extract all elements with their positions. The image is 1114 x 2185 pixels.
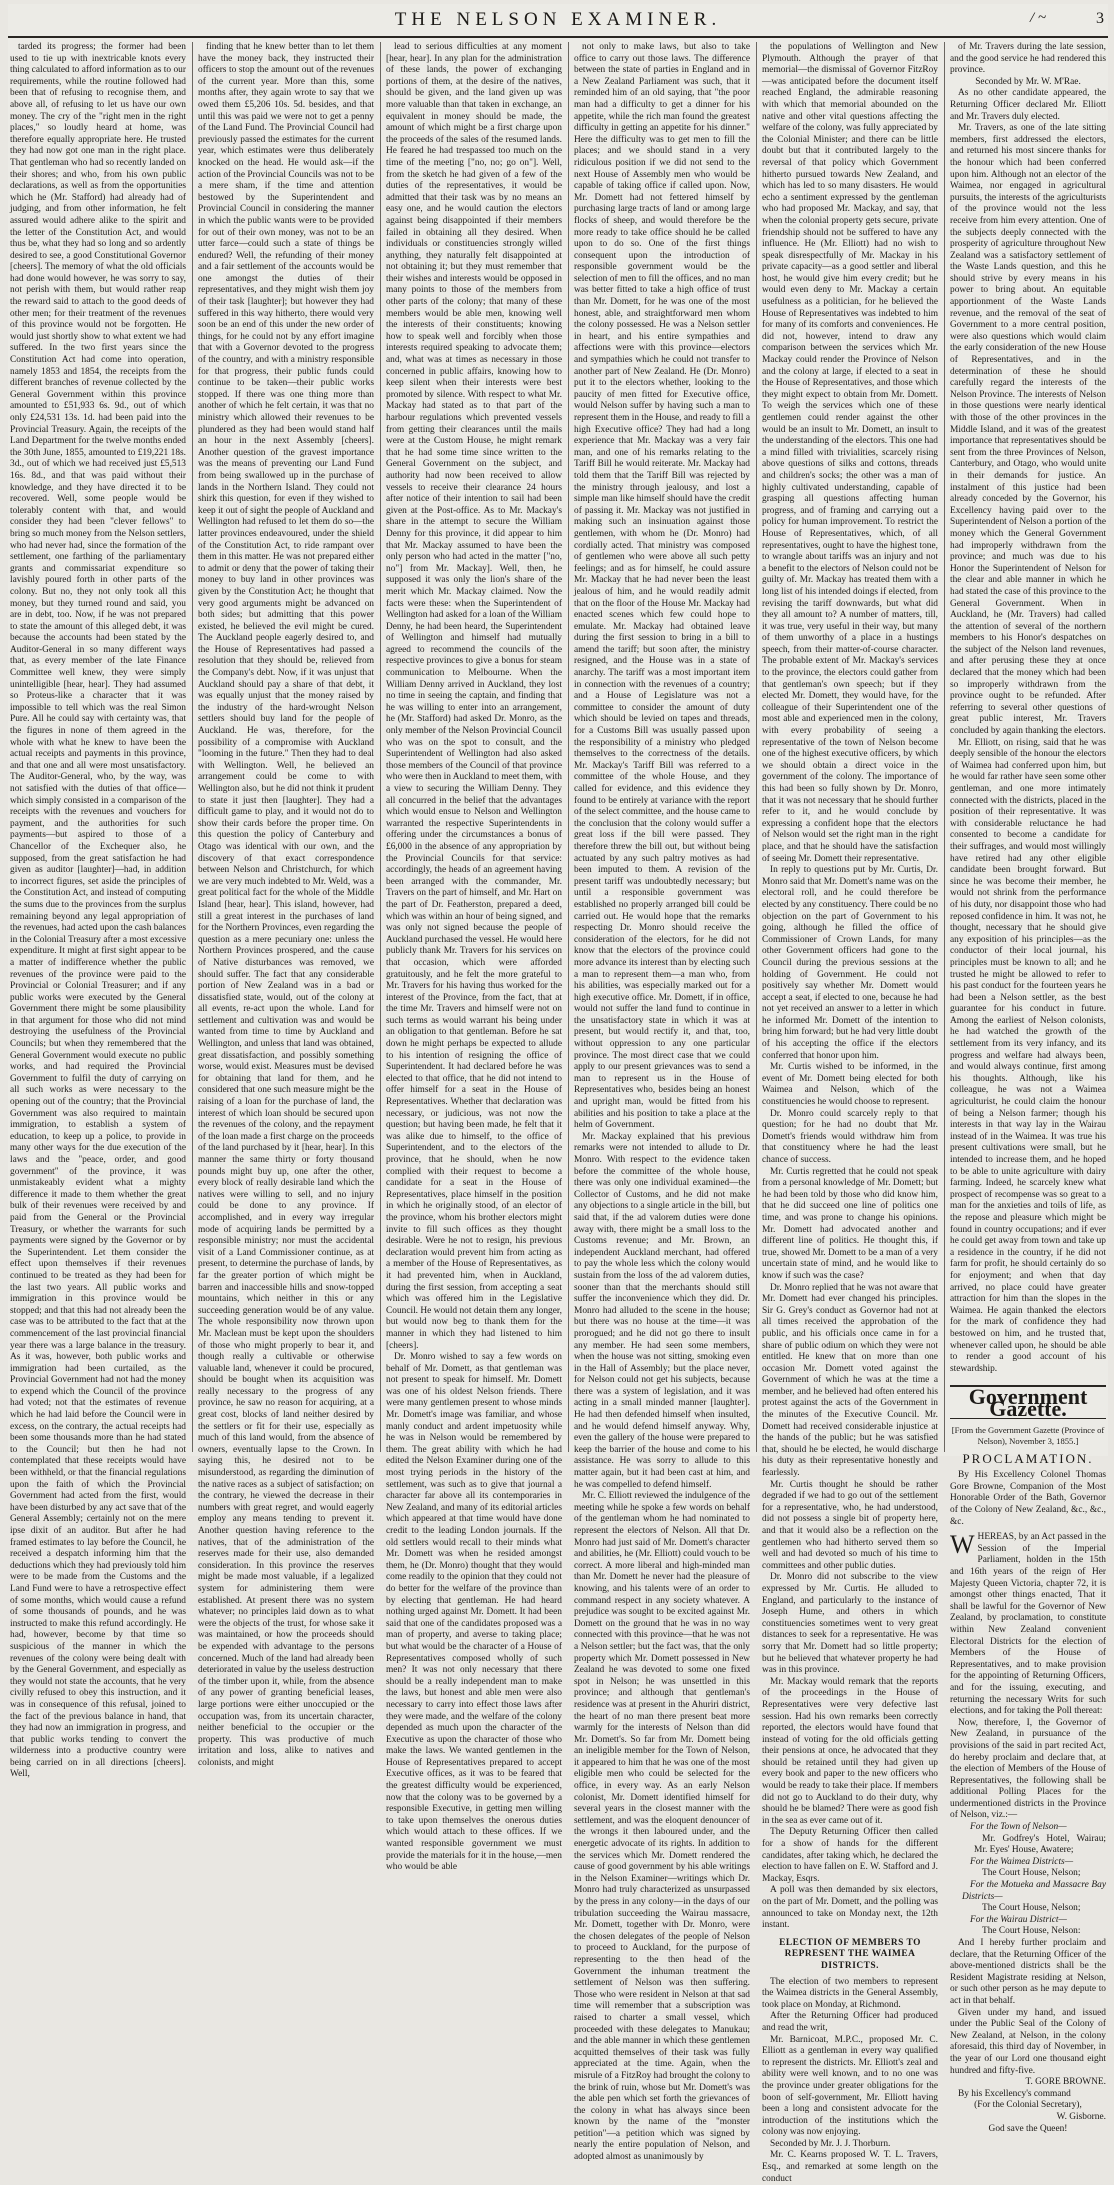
- column-6-paragraph: Seconded by Mr. W. M'Rae.: [975, 76, 1081, 87]
- column-rule: [568, 42, 569, 1452]
- column-rule: [192, 42, 193, 1452]
- column-4-paragraph: not only to make laws, but also to take office to carry out those laws. The difference between the state of parties in England and in a New Zealand Parliament was such, that it reminded him of an old saying, that "the poor man had a difficulty to get a dinner for his appetite, while the rich man found the greatest difficulty in getting an appetite for his dinner." Here the difficulty was to get men to fill the places; and we should stand in a very ridiculous position if we did not send to the next House of Assembly men who would be capable of taking office if called upon. Now, Mr. Domett had not fettered himself by purchasing large tracts of land or among large flocks of sheep, and would therefore be the more ready to take office should he be called upon to do so. One of the first things consequent upon the introduction of responsible government would be the selection of men to fill the offices, and no man was better fitted to take a high office of trust than Mr. Domett, for he was one of the most honest, able, and straightforward men whom the colony possessed. He was a Nelson settler in heart, and his entire sympathies and affections were with this province—electors and sympathies which he could not transfer to another part of New Zealand. He (Dr. Monro) put it to the electors whether, looking to the paucity of men fitted for Executive office, would Nelson suffer by having such a man to represent them in the House, and ready to fill a high Executive office? They had had a long experience that Mr. Mackay was a very fair man, and one of his remarks relating to the Tariff Bill he would reiterate. Mr. Mackay had told them that the Tariff Bill was rejected by the ministry through jealousy, and lost a simple man like himself should have the credit of passing it. Mr. Mackay was not justified in making such an insinuation against those gentlemen, with whom he (Dr. Monro) had cordially acted. That ministry was composed of gentlemen who were above all such petty feelings; and as for himself, he could assure Mr. Mackay that he had never been the least jealous of him, and he would readily admit that on the floor of the House Mr. Mackay had enacted scenes which few could hope to emulate. Mr. Mackay had obtained leave during the first session to bring in a bill to amend the tariff; but soon after, the ministry resigned, and the House was in a state of anarchy. The tariff was a most important item in connection with the revenues of a country; and a House of Legislature was not a committee to consider the amount of duty which should be levied on tapes and threads, for a Customs Bill was usually passed upon the responsibility of a ministry who pledged themselves to the correctness of the details. Mr. Mackay's Tariff Bill was referred to a committee of the whole House, and they called for evidence, and this evidence they found to be entirely at variance with the report of the select committee, and the house came to the conclusion that the colony would suffer a great loss if the bill were passed. They therefore threw the bill out, but without being actuated by any such paltry motives as had been imputed to them. A revision of the present tariff was undoubtedly necessary; but until a responsible government was established no properly arranged bill could be carried out. He would hope that the remarks respecting Dr. Monro should receive the consideration of the electors, for he did not know that the electors of the province could more advance its interest than by electing such a man to represent them—a man who, from his abilities, was especially marked out for a high executive office. Mr. Domett, if in office, would not suffer the land fund to continue in the unsatisfactory state in which it was at present, but would rectify it, and that, too, without oppression to any one particular province. The most direct case that we could apply to our present grievances was to send a man to represent us in the House of Representatives who, besides being an honest and upright man, would be fitted from his abilities and his position to take a place at the helm of Government.: [574, 42, 750, 1131]
- column-1: [10, 42, 187, 1780]
- proclamation-further: And I hereby further proclaim and declare, that the Returning Officer of the above-mentioned districts shall be the Resident Magistrate residing at Nelson, or such other person as he may depute to act in that behalf.: [950, 1938, 1106, 2006]
- column-5-paragraph: After the Returning Officer had produced and read the writ,: [762, 2011, 938, 2033]
- proclamation-whereas: HEREAS, by an Act passed in the Session of the Imperial Parliament, holden in the 15th and 16th years of the reign of Her Majesty Queen Victoria, chapter 72, it is amongst other things enacted, That it shall be lawful for the Governor of New Zealand, by proclamation, to constitute within New Zealand convenient Electoral Districts for the election of Members of the House of Representatives, and to make provision for the appointing of Returning Officers, and for the issuing, executing, and returning the necessary Writs for such elections, and for taking the Poll thereat:: [950, 1532, 1106, 1717]
- column-rule: [756, 42, 757, 1452]
- column-4-paragraph: Mr. Mackay explained that his previous remarks were not intended to allude to Dr. Monro. With respect to the evidence taken before the committee of the whole house, there was only one individual examined—the Collector of Customs, and he did not make any objections to a single article in the bill, but said that, if the ad valorem duties were done away with, there might be a small loss to the Customs revenue; and Mr. Brown, an independent Auckland merchant, had offered to pay the whole less which the colony would sustain from the loss of the ad valorem duties, sooner than that the merchants should still suffer the inconvenience which they did. Dr. Monro had alluded to the scene in the house; but there was no house at the time—it was prorogued; and he did not go there to insult any member. He had seen some members, when the house was not sitting, smoking even in the Hall of Assembly; but the place never, for Nelson could not get his subjects, because there was a system of legislation, and it was acting in a small minded manner [laughter]. He had then defended himself when insulted, and he would defend himself anyway. Why, even the gallery of the house were prepared to keep the barrier of the house and come to his assistance. He was sorry to allude to this matter again, but it had been cast at him, and he was compelled to defend himself.: [574, 1131, 751, 1490]
- column-6-paragraph: Mr. Elliott, on rising, said that he was deeply sensible of the honour the electors of Waimea had conferred upon him, but he would far rather have seen some other gentleman, and one more intimately connected with the districts, placed in the position of their representative. It was with considerable reluctance he had consented to become a candidate for their suffrages, and would most willingly have retired had any other eligible candidate been brought forward. But since he was become their member, he would not shrink from the performance of his duty, nor disappoint those who had reposed confidence in him. It was not, he thought, necessary that he should give any exposition of his principles—as the conductor of their local journal, his principles must be known to all; and he trusted he might be allowed to refer to his past conduct for the fourteen years he had been a Nelson settler, as the best guarantee for his conduct in future. Among the earliest of Nelson colonists, he had watched the growth of the settlement from its very infancy, and its progress and welfare had always been, and would always continue, first among his thoughts. Although, like his colleague, he was not a Waimea agriculturist, he could claim the honour of being a Nelson farmer; though his interests in that way lay in the Wairau instead of in the Waimea. It was true his present cultivations were small, but he intended to increase them, and he hoped to be able to unite agriculture with dairy farming. Indeed, he scarcely knew what prospect of recompense was so great to a man for the anxieties and toils of life, as the repose and pleasure which might be found in country occupations; and if ever he could get away from town and take up a residence in the country, if he did not farm for profit, he should certainly do so for enjoyment; and when that day arrived, no place could have greater attraction for him than the slopes in the Waimea. He again thanked the electors for the mark of confidence they had bestowed on him, and he trusted that, whenever called upon, he should be able to render a good account of his stewardship.: [950, 737, 1106, 1374]
- proclamation-body: [950, 1532, 1106, 1718]
- district-polling-place: Mr. Godfrey's Hotel, Wairau; Mr. Eyes' House, Awatere;: [974, 1833, 1106, 1856]
- gazette-source-note: [From the Government Gazette (Province of Nelson), November 3, 1855.]: [951, 1425, 1105, 1447]
- district-polling-place: The Court House, Nelson;: [982, 1903, 1081, 1914]
- column-5-paragraph: Dr. Monro did not subscribe to the view expressed by Mr. Curtis. He alluded to England, and particularly to the instance of Joseph Hume, and others in which constituencies sometimes went to very great distances to seek for a representative. He was sorry that Mr. Domett had so little property; but he believed that whatever property he had was in this province.: [762, 1572, 938, 1676]
- column-5-paragraph: The Deputy Returning Officer then called for a show of hands for the different candidates, after taking which, he declared the election to have fallen on E. W. Stafford and J. Mackay, Esqrs.: [762, 1827, 938, 1884]
- column-area: [10, 42, 1106, 2184]
- column-3-paragraph: Dr. Monro wished to say a few words on behalf of Mr. Domett, as that gentleman was not present to speak for himself. Mr. Domett was one of his oldest Nelson friends. There were many gentlemen present to whose minds Mr. Domett's image was familiar, and whose manly conduct and ardent impetuosity while he was in Nelson would be remembered by them. The great ability with which he had edited the Nelson Examiner during one of the most trying periods in the history of the settlement, was such as to give that journal a character far above all its contemporaries in New Zealand, and many of its editorial articles which appeared at that time would have done credit to the leading London journals. If the old settlers would recall to their minds what Mr. Domett was when he resided amongst them, he (Dr. Monro) thought that they would come readily to the opinion that they could not do better for the welfare of the province than by electing that gentleman. He had heard nothing urged against Mr. Domett. It had been said that one of the candidates proposed was a man of property, and averse to taking place; but what would be the character of a House of Representatives composed wholly of such men? It was not only necessary that there should be a really independent man to make the laws, but honest and able men were also necessary to carry into effect those laws after they were made, and the welfare of the colony depended as much upon the character of the Executive as upon the character of those who make the laws. We wanted gentlemen in the House of Representatives prepared to accept Executive offices, as it was to be feared that the greatest difficulty would be experienced, now that the colony was to be governed by a responsible Executive, in getting men willing to take upon themselves the onerous duties which would attach to these offices. If we wanted responsible government we must provide the materials for it in the house,—men who would be able: [386, 1352, 562, 1873]
- proclamation-byline: By His Excellency Colonel Thomas Gore Browne, Companion of the Most Honorable Order of the Bath, Governor of the Colony of New Zealand, &c., &c., &c.: [950, 1470, 1106, 1527]
- district-name: For the Motueka and Massacre Bay Districts—: [962, 1880, 1106, 1902]
- district-name: For the Wairau District—: [970, 1914, 1067, 1925]
- column-5-paragraph: Mr. Barnicoat, M.P.C., proposed Mr. C. Elliott as a gentleman in every way qualified to represent the districts. Mr. Elliott's zeal and ability were well known, and to no one was the province under greater obligations for the boon of self-government, Mr. Elliott having been a long and consistent advocate for the introduction of the institutions which the colony was now enjoying.: [762, 2034, 938, 2138]
- page-number: 3: [1096, 10, 1104, 27]
- column-2: [198, 42, 374, 1768]
- gazette-heading: Government Gazette.: [950, 1385, 1106, 1419]
- column-5-paragraph: Mr. Curtis wished to be informed, in the event of Mr. Domett being elected for both Waimea and Nelson, which of the constituencies he would choose to represent.: [762, 1062, 938, 1108]
- column-5-paragraph: Mr. Curtis thought he should be rather degraded if we had to go out of the settlement for a representative, who, he had understood, did not possess a single bit of property here, and that it would also be a reflection on the gentlemen who had hitherto served them so well and had devoted so much of his time to committees and other public duties.: [762, 1479, 938, 1571]
- column-5-paragraph: Seconded by Mr. J. J. Thorburn.: [770, 2138, 891, 2149]
- column-4-paragraph: Mr. C. Elliott reviewed the indulgence of the meeting while he spoke a few words on behalf of the gentleman whom he had nominated to represent the electors of Nelson. All that Dr. Monro had just said of Mr. Domett's character and abilities, he (Mr. Elliott) could vouch to be correct. A more liberal and high-minded man than Mr. Domett he never had the pleasure of knowing, and his talents were of an order to command respect in any society whatever. A prejudice was sought to be excited against Mr. Domett on the ground that he was in no way connected with this province—that he was not a Nelson settler; but the fact was, that the only property which Mr. Domett possessed in New Zealand he was devoted to some one fixed spot in Nelson; he was unsettled in this province; and although that gentleman's residence was at present in the Ahuriri district, the heart of no man there present beat more warmly for the interests of Nelson than did Mr. Domett's. So far from Mr. Domett being an ineligible member for the Town of Nelson, it appeared to him that he was one of the most eligible men who could be selected for the office, in every way. As an early Nelson colonist, Mr. Domett identified himself for several years in the closest manner with the settlement, and was the eloquent denouncer of the wrongs it then laboured under, and the energetic advocate of its rights. In addition to the services which Mr. Domett rendered the cause of good government by his able writings in the Nelson Examiner—writings which Dr. Monro had truly characterized as unsurpassed by the press in any colony—in the days of our tribulation succeeding the Wairau massacre, Mr. Domett, together with Dr. Monro, were the chosen delegates of the people of Nelson to proceed to Auckland, for the purpose of representing to the then head of the Government the inhuman treatment the settlement of Nelson was then suffering. Those who were resident in Nelson at that sad time will remember that a subscription was raised to charter a small vessel, which proceeded with these delegates to Manukau; and the able manner in which these gentlemen acquitted themselves of their task was fully appreciated at the time. Again, when the misrule of a FitzRoy had brought the colony to the brink of ruin, whose but Mr. Domett's was the able pen which set forth the grievances of the colony in what has always since been known by the name of the "monster petition"—a petition which was signed by nearly the entire population of Nelson, and adopted almost as unanimously by: [574, 1491, 751, 2163]
- column-6-paragraph: of Mr. Travers during the late session, and the good service he had rendered this province.: [950, 42, 1106, 76]
- column-6: [950, 42, 1106, 2134]
- newspaper-page: [8, 4, 1108, 2184]
- section-heading: ELECTION OF MEMBERS TO REPRESENT THE WAIMEA DISTRICTS.: [779, 1937, 921, 1971]
- column-rule: [944, 42, 945, 1452]
- masthead: [8, 4, 1108, 38]
- column-rule: [380, 42, 381, 1452]
- proclamation-command: By his Excellency's command: [958, 2088, 1071, 2099]
- proclamation-command-sub: (For the Colonial Secretary),: [974, 2100, 1082, 2111]
- column-5-paragraph: Dr. Monro could scarcely reply to that question; for he had no doubt that Mr. Domett's friends would withdraw him from that constituency where he had the least chance of success.: [762, 1108, 938, 1165]
- column-2-paragraph: finding that he knew better than to let them have the money back, they instructed their officers to stop the amount out of the revenues of the current year. More than this, some months after, they again wrote to say that we owed them £5,206 10s. 5d. besides, and that until this was paid we were not to get a penny of the Land Fund. The Provincial Council had previously passed the estimates for the current year, which estimates were thus deliberately knocked on the head. He would ask—if the action of the Provincial Councils was not to be a mere sham, if the time and attention bestowed by the Superintendent and Provincial Council in considering the manner in which the public wants were to be provided for out of their own money, was not to be an utter farce—could such a state of things be endured? Well, the refunding of their money and a fair settlement of the accounts would be one amongst the duties of their representatives, and they might wish them joy of their task [laughter]; but however they had suffered in this way hitherto, there would very soon be an end of this under the new order of things, for he could not by any effort imagine that with a Governor devoted to the progress of the country, and with a ministry responsible for that progress, their public funds could continue to be taken—their public works stopped. If there was one thing more than another of which he felt certain, it was that no ministry which allowed their revenues to be plundered as they had been would stand half an hour in the next Assembly [cheers]. Another question of the gravest importance was the means of preventing our Land Fund from being swallowed up in the purchase of lands in the Northern Island. They could not shirk this question, for even if they wished to keep it out of sight the people of Auckland and Wellington had refused to let them do so—the latter provinces endeavoured, under the shield of the Constitution Act, to ride rampant over them in this matter. He was not prepared either to admit or deny that the power of taking their money to buy land in other provinces was given by the Constitution Act; he thought that very good arguments might be advanced on both sides; but admitting that this power existed, he believed the evil might be cured. The Auckland people eagerly desired to, and the House of Representatives had passed a resolution that they should be, relieved from the Company's debt. Now, if it was unjust that Auckland should pay a share of that debt, it was equally unjust that the money raised by the industry of the hard-wrought Nelson settlers should buy land for the people of Auckland. He was, therefore, for the possibility of a compromise with Auckland "looming in the future." Then they had to deal with Wellington. Well, he believed an arrangement could be come to with Wellington also, but he did not think it prudent to state it just then [laughter]. They had a difficult game to play, and it would not do to show their cards before the proper time. On this question the policy of Canterbury and Otago was identical with our own, and the discovery of that exact correspondence between Nelson and Christchurch, for which we are very much indebted to Mr. Weld, was a great political fact for the whole of the Middle Island [hear, hear]. This island, however, had still a great interest in the purchases of land for the Northern Provinces, even regarding the question as a mere pecuniary one: unless the Northern Provinces prospered, and the cause of Native disturbances was removed, we should suffer. The fact that any considerable portion of New Zealand was in a bad or dissatisfied state, would, out of the colony at all events, re-act upon the whole. Land for settlement and cultivation was and would be wanted from time to time by Auckland and Wellington, and unless that land was obtained, great dissatisfaction, and possibly something worse, would exist. Measures must be devised for obtaining that land for them, and he considered that one such measure might be the raising of a loan for the purchase of land, the interest of which loan should be secured upon the revenues of the colony, and the repayment of the loan made a first charge on the proceeds of the land purchased by it [hear, hear]. In this manner the same thirty or forty thousand pounds might buy up, one after the other, every block of really desirable land which the natives were willing to sell, and no injury could be done to any province. If accomplished, and in every way irregular mode of acquiring lands be permitted by a responsible ministry; nor must the accidental visit of a Land Commissioner continue, as at present, to determine the purchase of lands, by far the greater portion of which might be barren and inaccessible hills and snow-topped mountains, which neither in this or any succeeding generation would be of any value. The whole responsibility now thrown upon Mr. Maclean must be kept upon the shoulders of those who might properly to bear it, and though really a cultivable or otherwise valuable land, whenever it could be procured, should be bought when its acquisition was really necessary to the progress of any province, he saw no reason for acquiring, at a great cost, blocks of land neither desired by the settlers or fit for their use, especially as much of this land would, from the absence of owners, eventually lapse to the Crown. In saying this, he desired not to be misunderstood, as regarding the diminution of the native races as a subject of satisfaction; on the contrary, he viewed the decrease in their numbers with great regret, and would eagerly employ any means tending to prevent it. Another question having reference to the natives, that of the administration of the reserves made for their use, also demanded consideration. In this province the reserves might be made most valuable, if a legalized system for administering them were established. At present there was no system whatever; no principles laid down as to what were the objects of the trust, for whose sake it was maintained, or how the proceeds should be expended with advantage to the persons concerned. Much of the land had already been deteriorated in value by the useless destruction of the timber upon it, while, from the absence of any power of granting beneficial leases, large portions were either unoccupied or the occupation was, from its uncertain character, neither beneficial to the occupier or the property. This was productive of much irritation and loss, alike to natives and colonists, and might: [198, 42, 374, 1768]
- column-5-paragraph: The election of two members to represent the Waimea districts in the General Assembly, took place on Monday, at Richmond.: [762, 1976, 938, 2010]
- column-1-paragraph: tarded its progress; the former had been used to tie up with inextricable knots every thing calculated to afford information as to our requirements, while the routine followed had been that of refusing to recognise them, and above all, of refusing to let us have our own money. The cry of the "right men in the right places," so loudly heard at home, was therefore equally appropriate here. He trusted they had now got one man in the right place. That gentleman who had so recently landed on their shores; and who, from his own public declarations, as well as from the opportunities which he (Mr. Stafford) had already had of judging, and from other information, he felt assured would adhere alike to the spirit and the letter of the Constitution Act, and would thus be, what they had so long and so ardently desired to see, a good Constitutional Governor [cheers]. The memory of what the old officials had done would however, he was sorry to say, not perish with them, but would rather reap the reward said to attach to the good deeds of other men; for their treatment of the revenues of this province would not be forgotten. He would just shortly show to what extent we had suffered. In the two first years since the Constitution Act had come into operation, namely 1853 and 1854, the receipts from the different branches of revenue collected by the General Government within this province amounted to £51,933 6s. 9d., out of which only £24,531 13s. 1d. had been paid into the Provincial Treasury. Again, the receipts of the Land Department for the twelve months ended the 30th June, 1855, amounted to £19,221 18s. 3d., out of which we had received just £5,513 16s. 8d., and that was paid without their knowledge, and they have directed it to be recovered. Well, some people would be tolerably content with that, and would consider they had been "clever fellows" to bring so much money from the Nelson settlers, who had never had, since the formation of the settlement, one farthing of the parliamentary grants and commissariat expenditure so lavishly poured forth in other parts of the colony. But no, they not only took all this money, but they turned round and said, you are in debt, too. Now, if he was not prepared to state the amount of this alleged debt, it was because the accounts had been stated by the Auditor-General in so many different ways that, as every member of the late Finance Committee well knew, they were simply unintelligible [hear, hear]. They had assumed so Proteus-like a character that it was impossible to tell which was the real Simon Pure. All he could say with certainty was, that the figures in none of them agreed in the whole with what he knew to have been the actual receipts and payments in this province, and that one and all were most unsatisfactory. The Auditor-General, who, by the way, was not satisfied with the duties of that office—which simply consisted in a comparison of the receipts with the revenues and vouchers for payment, and the authorities for such payments—but aspired to those of a Chancellor of the Exchequer also, he supposed, from the great satisfaction he had given as auditor [laughter]—had, in addition to incorrect figures, set aside the principles of the Constitution Act, and instead of computing the sums due to the provinces from the surplus remaining beyond any legal appropriation of the revenues, had acted upon the cash balances in the Colonial Treasury after a most excessive expenditure. It might at first sight appear to be a matter of indifference whether the public revenues of the province were paid to the Provincial or Colonial Treasurer; and if any public works were executed by the General Government there might be some plausibility in that argument for those who did not mind destroying the usefulness of the Provincial Councils; but when they remembered that the General Government would execute no public works, and had required the Provincial Government to fulfil the duty of carrying on all such works as were necessary to the opening out of the country; that the Provincial Government was also required to maintain immigration, to establish a system of education, to keep up a police, to provide in many other ways for the due execution of the laws and the "peace, order, and good government" of the province, it was unmistakeably evident what a mighty difference it made to them whether the great bulk of their revenues were received by and paid from the General or the Provincial Treasury, or whether the warrants for such payments were signed by the Governor or by the Superintendent. Let them consider the effect upon themselves if their revenues continued to be treated as they had been for the last two years. All public works and immigration in this province would be stopped; and that this had not already been the case was to be attributed to the fact that at the commencement of the last provincial financial year there was a large balance in the treasury. As it was, however, both public works and immigration had been curtailed, as the Provincial Government had not had the money to expend which the Council of the province had voted; not that the estimates of revenue which he had laid before the Council were in excess, on the contrary, the actual receipts had been some thousands more than he had stated to the Council; but then he had not contemplated that these receipts would have been withheld, or that the financial regulations upon the faith of which the Provincial Government had acted from the first, would have been disturbed by any act save that of the General Assembly; certainly not on the mere ipse dixit of an auditor. But after he had framed estimates to lay before the Council, he received a despatch informing him that the deductions which they had previously told him were to be made from the Customs and the Land Fund were to have a retrospective effect of some months, which would cause a refund of some thousands of pounds, and he was instructed to make this refund accordingly. He had, however, become by that time so suspicious of the manner in which the revenues of the colony were being dealt with by the General Government, and especially as they would not state the accounts, that he very civilly refused to obey this instruction, and it was in consequence of this refusal, joined to the fact of the previous balance in hand, that they had now an immigration in progress, and that public works tending to convert the wilderness into a productive country were being carried on in all directions [cheers]. Well,: [10, 42, 187, 1780]
- proclamation-signature: T. GORE BROWNE.: [1025, 2077, 1106, 2088]
- column-6-paragraph: Mr. Travers, as one of the late sitting members, first addressed the electors, and returned his most sincere thanks for the honour which had been conferred upon him. Although not an elector of the Waimea, nor engaged in agricultural pursuits, the interests of the agriculturists of the province would not the less receive from him every attention. One of the subjects deeply connected with the prosperity of agriculture throughout New Zealand was a satisfactory settlement of the Waste Lands question, and this he should strive by every means in his power to bring about. An equitable apportionment of the Waste Lands revenue, and the removal of the seat of Government to a more central position, were also questions which would claim the early consideration of the new House of Representatives, and in the determination of these he should carefully regard the interests of the Nelson Province. The interests of Nelson in those questions were nearly identical with those of the other provinces in the Middle Island, and it was of the greatest importance that representatives should be sent from the three Provinces of Nelson, Canterbury, and Otago, who would unite in their demands for justice. An instalment of this justice had been already conceded by the Governor, his Excellency having paid over to the Superintendent of Nelson a portion of the money which the General Government had improperly withdrawn from the province; and much was due to his Honor the Superintendent of Nelson for the clear and able manner in which he had stated the case of this province to the General Government. When in Auckland, he (Mr. Travers) had called the attention of several of the northern members to his Honor's despatches on the subject of the Nelson land revenues, and after perusing these they at once declared that the money which had been so improperly withdrawn from the province ought to be refunded. After referring to several other questions of great public interest, Mr. Travers concluded by again thanking the electors.: [950, 123, 1106, 737]
- drop-cap: W: [950, 1530, 975, 1560]
- column-6-paragraph: As no other candidate appeared, the Returning Officer declared Mr. Elliott and Mr. Travers duly elected.: [950, 88, 1106, 122]
- column-5-paragraph: Dr. Monro replied that he was not aware that Mr. Domett had ever changed his principles. Sir G. Grey's conduct as Governor had not at all times received the approbation of the public, and his officials once came in for a share of public odium on which they were not entitled. He knew that on more than one occasion Mr. Domett voted against the Government of which he was at the time a member, and he believed had often entered his protest against the acts of the Government in the minutes of the Executive Council. Mr. Domett had received considerable injustice at the hands of the public; but he was satisfied that, should he be elected, he would discharge his duty as their representative honestly and fearlessly.: [762, 1282, 938, 1479]
- column-4: [574, 42, 751, 2163]
- column-5-paragraph: In reply to questions put by Mr. Curtis, Dr. Monro said that Mr. Domett's name was on the electoral roll, and he could therefore be elected by any constituency. There could be no objection on the part of Government to his going, although he filled the office of Commissioner of Crown Lands, for many other Government officers had gone to the Council during the previous sessions at the holding of Government. He could not positively say whether Mr. Domett would accept a seat, if elected to one, because he had not yet received an answer to a letter in which he informed Mr. Domett of the intention to bring him forward; but he had very little doubt of his accepting the office if the electors conferred that honor upon him.: [762, 865, 938, 1061]
- proclamation-title: PROCLAMATION.: [962, 1450, 1094, 1466]
- district-name: For the Waimea Districts—: [970, 1856, 1074, 1867]
- district-polling-place: The Court House, Nelson:: [982, 1926, 1081, 1937]
- district-name: For the Town of Nelson—: [970, 1822, 1067, 1833]
- column-5-paragraph: A poll was then demanded by six electors, on the part of Mr. Domett, and the polling was announced to take on Monday next, the 12th instant.: [762, 1885, 938, 1931]
- proclamation-given: Given under my hand, and issued under the Public Seal of the Colony of New Zealand, at Nelson, in the colony aforesaid, this third day of November, in the year of our Lord one thousand eight hundred and fifty-five.: [950, 2007, 1106, 2076]
- proclamation-countersign: W. Gisborne.: [1056, 2111, 1106, 2122]
- handwritten-mark: / ~: [1029, 10, 1046, 26]
- proclamation-now-therefore: Now, therefore, I, the Governor of New Zealand, in pursuance of the provisions of the said in part recited Act, do hereby proclaim and declare that, at the election of Members of the House of Representatives, the following shall be additional Polling Places for the undermentioned districts in the Province of Nelson, viz.:—: [950, 1717, 1106, 1821]
- column-5-paragraph: Mr. Mackay would remark that the reports of the proceedings in the House of Representatives were very defective last session. Had his own remarks been correctly reported, the electors would have found that instead of voting for the old officials getting their pensions at once, he advocated that they should be retained until they had given up every book and paper to the new officers who would be ready to take their place. If members did not go to Auckland to do their duty, why should he be blamed? There were as good fish in the sea as ever came out of it.: [762, 1676, 938, 1826]
- column-5-paragraph: the populations of Wellington and New Plymouth. Although the prayer of that memorial—the dismissal of Governor FitzRoy—was anticipated before the document itself reached England, the admirable reasoning with which that memorial abounded on the native and other vital questions affecting the welfare of the colony, was fully appreciated by the Colonial Minister; and there can be little doubt but that it contributed largely to the reversal of that policy which Government hitherto pursued towards New Zealand, and which has led to so many disasters. He would echo a sentiment expressed by the gentleman who had proposed Mr. Mackay, and say, that when the colonial property gets secure, private friendship should not be suffered to have any influence. He (Mr. Elliott) had no wish to speak disrespectfully of Mr. Mackay in his private capacity—as a good settler and liberal host, he would give him every credit; but he would even deny to Mr. Mackay a certain usefulness as a politician, for he believed the House of Representatives was indebted to him for many of its comforts and conveniences. He did not, however, intend to draw any comparison between the services which Mr. Mackay could render the Province of Nelson and the colony at large, if elected to a seat in the House of Representatives, and those which they might expect to obtain from Mr. Domett. To weigh the services which one of these gentlemen could render against the other would be an insult to Mr. Domett, an insult to the understanding of the electors. This one had a mind filled with trivialities, scarcely rising above questions of silks and cottons, threads and children's socks; the other was a man of highly cultivated understanding, capable of grasping all questions affecting human progress, and of framing and carrying out a policy for human improvement. To restrict the House of Representatives, which, of all representatives, ought to have the highest tone, to wrangle about tariffs was an injury and not a benefit to the electors of Nelson could not be guilty of. Mr. Mackay has treated them with a long list of his intended doings if elected, from revising the tariff downwards, but what did they all amount to? A number of matters, till, it was true, very useful in their way, but many of them unworthy of a place in a hustings speech, from their matter-of-course character. The probable extent of Mr. Mackay's services to the province, the electors could gather from that gentleman's own speech; but if they elected Mr. Domett, they would have, for the colleague of their Superintendent one of the most able and experienced men in the colony, with every probability of seeing a representative of the town of Nelson become one of the highest executive officers, by which we should obtain a direct voice in the government of the colony. The importance of this had been so fully shown by Dr. Monro, that it was not necessary that he should further refer to it, and he would conclude by expressing a confident hope that the electors of Nelson would set the right man in the right place, and that he should have the satisfaction of seeing Mr. Domett their representative.: [762, 42, 938, 864]
- column-5-paragraph: Mr. C. Kearns proposed W. T. L. Travers, Esq., and remarked at some length on the conduct: [762, 2150, 938, 2184]
- column-5: [762, 42, 938, 2184]
- proclamation-closing: God save the Queen!: [988, 2123, 1068, 2134]
- district-polling-place: The Court House, Nelson;: [982, 1868, 1081, 1879]
- column-3: [386, 42, 562, 1873]
- newspaper-title: THE NELSON EXAMINER.: [394, 9, 722, 30]
- column-5-paragraph: Mr. Curtis regretted that he could not speak from a personal knowledge of Mr. Domett; but he had been told by those who did know him, that he did succeed one line of politics one time, and was prone to change his opinions. Mr. Domett had advocated another and different line of politics. He thought this, if true, showed Mr. Domett to be a man of a very uncertain state of mind, and he would like to know if such was the case?: [762, 1166, 938, 1281]
- column-3-paragraph: lead to serious difficulties at any moment [hear, hear]. In any plan for the administration of these lands, the power of exchanging portions of them, at the desire of the natives, should be given, and the land given up was more valuable than that taken in exchange, an equivalent in money should be made, the amount of which might be a first charge upon the proceeds of the sales of the resumed lands. He feared he had trespassed too much on the time of the meeting ["no, no; go on"]. Well, from the sketch he had given of a few of the duties of the representatives, it would be admitted that their task was by no means an easy one, and he would caution the electors against being disappointed if their members failed in obtaining all they desired. When individuals or constituencies strongly willed anything, they naturally felt disappointed at not obtaining it; but they must remember that their wishes and interests would be opposed in many points to those of the members from other parts of the colony; that many of these members would be able men, knowing well the interests of their constituents; knowing how to speak well and forcibly when those interests required speaking to advocate them; and, what was at times as necessary in those concerned in public affairs, knowing how to keep silent when their interests were best promoted by silence. With respect to what Mr. Mackay had stated as to that part of the harbour regulations which prevented vessels from getting their clearances until the mails were at the Custom House, he might remark that he had some time since written to the General Government on the subject, and authority had now been received to allow vessels to receive their clearance 24 hours after notice of their intention to sail had been given at the Post-office. As to Mr. Mackay's share in the attempt to secure the William Denny for this province, it did appear to him that Mr. Mackay assumed to have been the only person who had acted in the matter ["no, no"] from Mr. Mackay]. Well, then, he supposed it was only the lion's share of the merit which Mr. Mackay claimed. Now the facts were these: when the Superintendent of Wellington had asked for a loan of the William Denny, he had been heard, the Superintendent of Wellington and himself had mutually agreed to recommend the councils of the respective provinces to give a bonus for steam communication to Melbourne. When the William Denny arrived in Auckland, they lost no time in seeing the captain, and finding that he was willing to enter into an arrangement, he (Mr. Stafford) had asked Dr. Monro, as the only member of the Nelson Provincial Council who was on the spot to consult, and the Superintendent of Wellington had also asked those members of the Council of that province who were then in Auckland to meet them, with a view to securing the William Denny. They all concurred in the belief that the advantages which would ensue to Nelson and Wellington warranted the respective Superintendents in offering under the circumstances a bonus of £6,000 in the absence of any appropriation by the Provincial Councils for that service: accordingly, the heads of an agreement having been arranged with the commander, Mr. Travers on the part of himself, and Mr. Hart on the part of Dr. Featherston, prepared a deed, which was within an hour of being signed, and was only not signed because the people of Auckland purchased the vessel. He would here publicly thank Mr. Travers for his services on that occasion, which were afforded gratuitously, and he felt the more grateful to Mr. Travers for his having thus worked for the interest of the Province, from the fact, that at the time Mr. Travers and himself were not on such terms as would warrant his being under an obligation to that gentleman. Before he sat down he might perhaps be expected to allude to his intention of resigning the office of Superintendent. It had declared before he was elected to that office, that he did not intend to offer himself for a seat in the House of Representatives. Whether that declaration was necessary, or judicious, was not now the question; but having been made, he felt that it was alike due to himself, to the office of Superintendent, and to the electors of the province, that he should, when he now complied with their request to become a candidate for a seat in the House of Representatives, place himself in the position in which he originally stood, of an elector of the province, whom his brother electors might invite to fill such offices as they thought desirable. Were he not to resign, his previous declaration would prevent him from acting as a member of the House of Representatives, as it had prevented him, when in Auckland, during the first session, from accepting a seat which was offered him in the Legislative Council. He would not detain them any longer, but would now beg to thank them for the manner in which they had listened to him [cheers].: [386, 42, 562, 1351]
